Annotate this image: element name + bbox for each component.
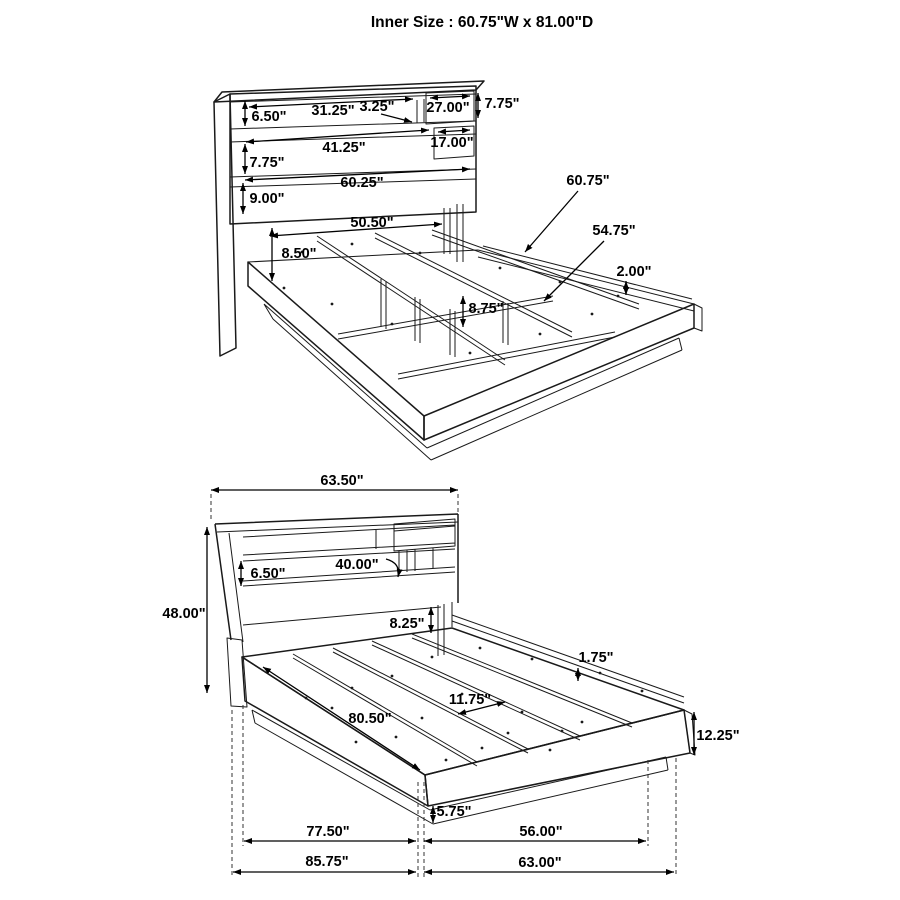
dim-label-headboard-height: 48.00" xyxy=(162,606,206,622)
arrow-cubby-width xyxy=(430,96,470,98)
dim-label-support-height: 8.75" xyxy=(468,301,504,317)
leader-divider-width xyxy=(381,114,412,122)
dim-label-plinth-height: 5.75" xyxy=(436,804,472,820)
platform-linework-front xyxy=(242,615,695,824)
page-title: Inner Size : 60.75"W x 81.00"D xyxy=(370,14,594,31)
dim-label-overall-width: 63.00" xyxy=(518,855,562,871)
headboard-linework-front xyxy=(215,514,458,707)
dimension-labels-front xyxy=(162,473,739,871)
screw-dots-top xyxy=(283,243,620,355)
dim-label-inner-width: 60.75" xyxy=(566,173,610,189)
dim-label-rail-lip-front: 1.75" xyxy=(578,650,614,666)
dim-label-deck-gap: 8.25" xyxy=(389,616,425,632)
dim-label-headboard-gap: 8.50" xyxy=(281,246,317,262)
dim-label-shelf-top-height: 6.50" xyxy=(251,109,287,125)
dim-label-shelf-width-front: 40.00" xyxy=(335,557,379,573)
dim-label-shelf-height-front: 6.50" xyxy=(250,566,286,582)
dim-label-slat-length: 54.75" xyxy=(592,223,636,239)
leader-shelf-width-front xyxy=(386,559,399,577)
dim-label-overall-length: 85.75" xyxy=(305,854,349,870)
dim-label-base-depth: 56.00" xyxy=(519,824,563,840)
dim-label-shelf-bottom-height: 9.00" xyxy=(249,191,285,207)
dim-label-shelf-mid-width: 41.25" xyxy=(322,140,366,156)
dim-label-headboard-width: 63.50" xyxy=(320,473,364,489)
leader-slat-length xyxy=(544,241,604,301)
dim-label-slat-spacing: 11.75" xyxy=(448,692,492,708)
arrow-shelf-mid-right xyxy=(438,130,470,132)
leader-inner-width xyxy=(525,191,578,252)
top-view xyxy=(214,81,702,460)
dim-label-rail-lip-top: 2.00" xyxy=(616,264,652,280)
dim-label-shelf-mid-height: 7.75" xyxy=(249,155,285,171)
dimension-labels-top xyxy=(249,96,651,317)
dim-label-cubby-height: 7.75" xyxy=(484,96,520,112)
dim-label-platform-length: 80.50" xyxy=(348,711,392,727)
dim-label-side-height: 12.25" xyxy=(696,728,740,744)
dim-label-shelf-bottom-width: 60.25" xyxy=(340,175,384,191)
dim-label-divider-width: 3.25" xyxy=(359,99,395,115)
dim-label-shelf-top-width: 31.25" xyxy=(311,103,355,119)
dim-label-shelf-mid-right: 17.00" xyxy=(430,135,474,151)
dim-label-base-length: 77.50" xyxy=(306,824,350,840)
dim-label-cubby-width: 27.00" xyxy=(426,100,470,116)
front-view xyxy=(162,473,739,878)
dim-label-base-opening: 50.50" xyxy=(350,215,394,231)
extension-lines-front xyxy=(211,494,676,878)
